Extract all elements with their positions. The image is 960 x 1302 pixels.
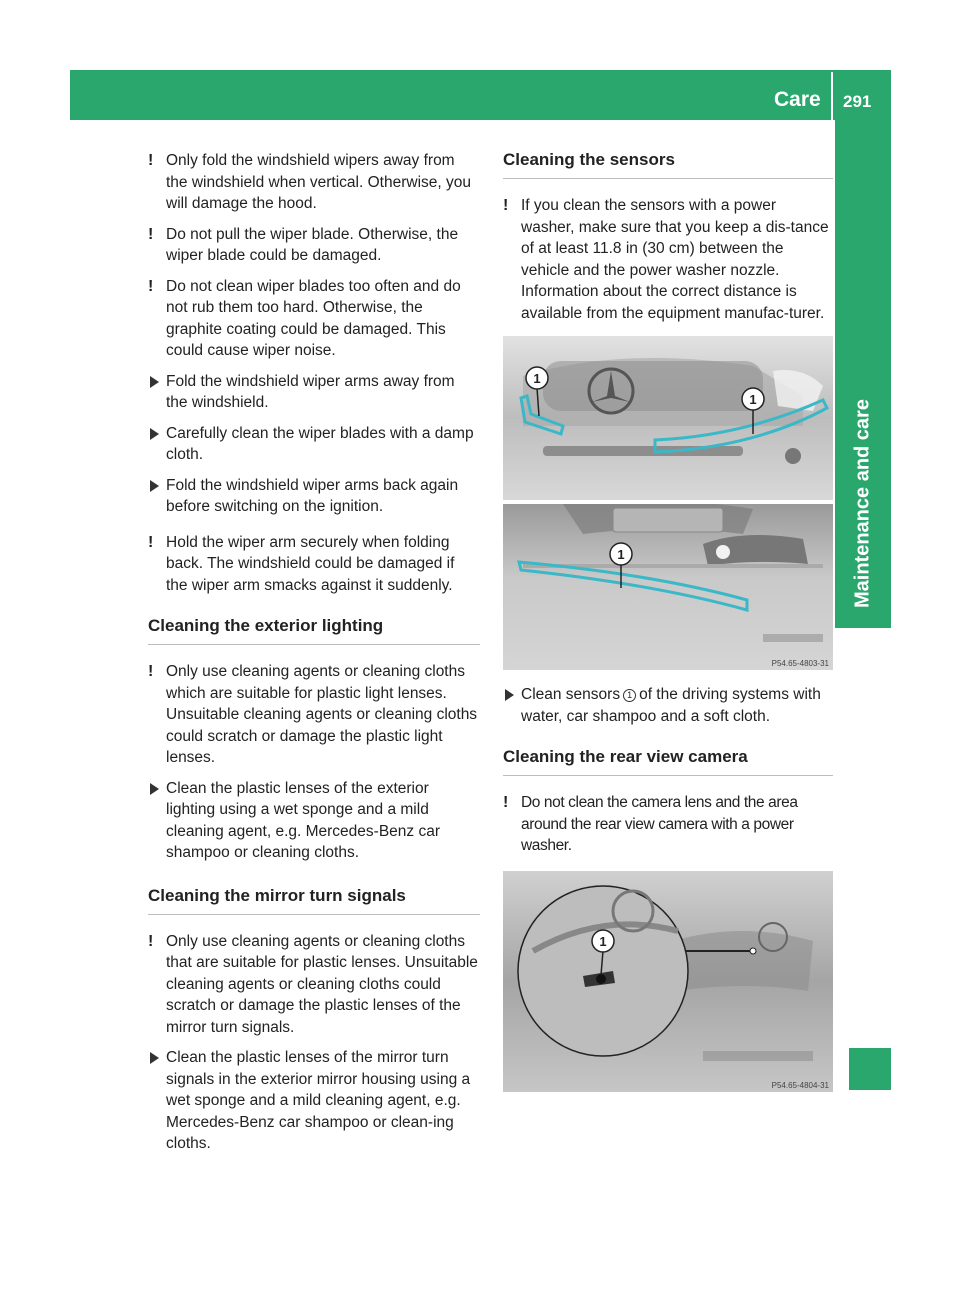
callout-label: 1 bbox=[617, 547, 625, 562]
warning-note bbox=[148, 532, 480, 597]
warning-note bbox=[148, 931, 480, 1039]
warning-icon: ! bbox=[148, 277, 154, 295]
warning-note bbox=[148, 276, 480, 362]
warning-icon: ! bbox=[148, 663, 154, 680]
warning-icon: ! bbox=[503, 794, 508, 811]
figure-code: P54.65-4804-31 bbox=[771, 1080, 829, 1090]
warning-note bbox=[148, 150, 480, 215]
warning-note bbox=[148, 661, 480, 769]
instruction-step bbox=[148, 475, 480, 518]
page-number: 291 bbox=[843, 92, 872, 111]
callout-label: 1 bbox=[749, 392, 757, 407]
instruction-step bbox=[148, 1047, 480, 1155]
callout-number-icon: 1 bbox=[623, 689, 636, 702]
note-text: Do not pull the wiper blade. Otherwise, the wiper blade could be damaged. bbox=[166, 225, 459, 264]
warning-note bbox=[503, 792, 833, 857]
step-arrow-icon bbox=[150, 376, 159, 388]
rear-camera-illustration bbox=[503, 871, 833, 1092]
callout-label: 1 bbox=[533, 371, 541, 386]
heading-rear-view-camera: Cleaning the rear view camera bbox=[503, 747, 833, 776]
warning-icon: ! bbox=[503, 197, 509, 214]
heading-exterior-lighting: Cleaning the exterior lighting bbox=[148, 616, 480, 645]
step-text: Fold the windshield wiper arms away from the windshield. bbox=[166, 372, 455, 411]
step-arrow-icon bbox=[505, 689, 514, 701]
header-bar bbox=[70, 70, 891, 120]
rear-camera-figure bbox=[503, 871, 833, 1092]
left-column bbox=[148, 150, 480, 1164]
step-text-b: of the driving systems with water, car shampoo and a soft cloth. bbox=[521, 686, 821, 725]
step-arrow-icon bbox=[150, 783, 159, 795]
note-text: Do not clean the camera lens and the area around the rear view camera with a power washer. bbox=[521, 794, 798, 854]
note-text: Hold the wiper arm securely when folding back. The windshield could be damaged if the wiper arm smacks against it suddenly. bbox=[166, 533, 455, 594]
instruction-step bbox=[148, 778, 480, 864]
instruction-step bbox=[503, 684, 833, 727]
note-text: Only use cleaning agents or cleaning cloths that are suitable for plastic lenses. Unsuitable cleaning agents or cleaning cloths could scratch or damage the plastic lenses of the mirror turn signals. bbox=[166, 932, 478, 1036]
step-text: Fold the windshield wiper arms back again before switching on the ignition. bbox=[166, 476, 459, 515]
step-text: Clean the plastic lenses of the mirror turn signals in the exterior mirror housing using a wet sponge and a mild cleaning agent, e.g. Mercedes-Benz car shampoo or clean-ing cloths. bbox=[166, 1049, 471, 1152]
instruction-step bbox=[148, 371, 480, 414]
warning-icon: ! bbox=[148, 152, 154, 169]
step-text: Carefully clean the wiper blades with a damp cloth. bbox=[166, 424, 474, 463]
warning-note bbox=[148, 224, 480, 267]
front-bumper-illustration bbox=[503, 336, 833, 500]
right-column bbox=[503, 150, 833, 1106]
warning-icon: ! bbox=[148, 533, 154, 551]
step-arrow-icon bbox=[150, 1052, 159, 1064]
heading-mirror-turn-signals: Cleaning the mirror turn signals bbox=[148, 886, 480, 915]
side-tab-label: Maintenance and care bbox=[851, 399, 874, 608]
instruction-step bbox=[148, 423, 480, 466]
figure-code: P54.65-4803-31 bbox=[771, 659, 829, 668]
front-bumper-figure bbox=[503, 336, 833, 500]
heading-sensors: Cleaning the sensors bbox=[503, 150, 833, 179]
rear-bumper-figure bbox=[503, 504, 833, 670]
note-text: Only use cleaning agents or cleaning cloths which are suitable for plastic light lenses. Unsuitable cleaning agents or cleaning cloths could scratch or damage the plastic light lenses. bbox=[166, 663, 478, 766]
rear-bumper-illustration bbox=[503, 504, 833, 670]
note-text: Do not clean wiper blades too often and do not rub them too hard. Otherwise, the graphite coating could be damaged. This could cause wiper noise. bbox=[166, 277, 461, 359]
side-tab bbox=[835, 120, 891, 628]
side-tab-label-wrap bbox=[835, 120, 891, 628]
step-text-a: Clean sensors bbox=[521, 686, 621, 703]
side-marker bbox=[849, 1048, 891, 1090]
warning-note bbox=[503, 195, 833, 324]
note-text: If you clean the sensors with a power washer, make sure that you keep a dis-tance of at least 11.8 in (30 cm) between the vehicle and the power washer nozzle. Information about the correct distance is available from the equipment manufac-turer. bbox=[521, 197, 829, 322]
note-text: Only fold the windshield wipers away from the windshield when vertical. Otherwise, you will damage the hood. bbox=[166, 152, 471, 212]
magnifier-circle bbox=[518, 886, 688, 1056]
section-title: Care bbox=[774, 88, 821, 111]
step-arrow-icon bbox=[150, 428, 159, 440]
step-text: Clean the plastic lenses of the exterior lighting using a wet sponge and a mild cleaning agent, e.g. Mercedes-Benz car shampoo or cleaning cloths. bbox=[166, 779, 440, 861]
step-arrow-icon bbox=[150, 480, 159, 492]
warning-icon: ! bbox=[148, 932, 154, 950]
callout-label: 1 bbox=[599, 933, 607, 949]
header-divider bbox=[831, 72, 833, 120]
warning-icon: ! bbox=[148, 225, 154, 243]
